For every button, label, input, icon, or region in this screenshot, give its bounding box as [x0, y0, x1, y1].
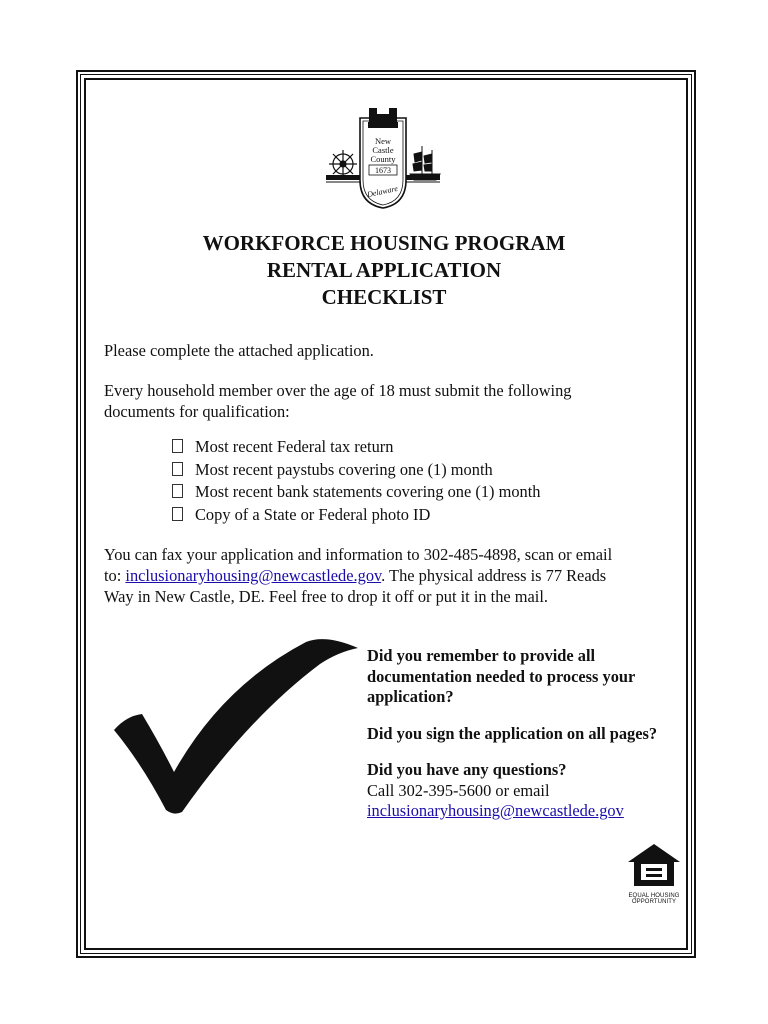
checkmark-icon — [112, 634, 358, 818]
seal-text-county: County — [370, 154, 396, 164]
seal-banner-text: Delaware — [366, 183, 399, 200]
question-1-line-2: documentation needed to process your — [367, 666, 636, 686]
title-line-2: RENTAL APPLICATION — [266, 258, 502, 282]
question-1-line-3: application? — [367, 687, 454, 706]
question-1-line-1: Did you remember to provide all — [367, 646, 596, 665]
question-documentation — [367, 646, 687, 708]
question-2: Did you sign the application on all pages? — [367, 724, 658, 743]
checkbox-icon — [172, 462, 183, 476]
list-item — [172, 481, 540, 504]
intro-paragraph: Please complete the attached application. — [104, 341, 374, 360]
requirement-paragraph — [104, 380, 572, 422]
document-item-text: Copy of a State or Federal photo ID — [195, 504, 431, 524]
requirement-line-2: documents for qualification: — [104, 402, 290, 421]
list-item — [172, 504, 540, 527]
county-seal-logo — [324, 108, 442, 212]
castle-icon — [368, 108, 398, 128]
document-item-text: Most recent paystubs covering one (1) month — [195, 459, 493, 479]
list-item — [172, 459, 540, 482]
submission-paragraph — [104, 544, 612, 607]
question-signature — [367, 724, 687, 745]
submission-line-2 — [104, 565, 612, 586]
equal-housing-logo — [626, 842, 682, 904]
document-item-text: Most recent Federal tax return — [195, 437, 394, 456]
submission-prefix: to: — [104, 566, 126, 585]
eho-text-line-1: EQUAL HOUSING — [628, 893, 680, 899]
contact-line: Call 302-395-5600 or email — [367, 780, 550, 800]
submission-suffix: . The physical address is 77 Reads — [381, 566, 607, 585]
ship-wheel-icon — [329, 150, 357, 178]
seal-text-year: 1673 — [375, 166, 391, 175]
list-item — [172, 436, 540, 459]
title-line-3: CHECKLIST — [321, 285, 447, 309]
document-title — [84, 230, 684, 311]
checkbox-icon — [172, 439, 183, 453]
tall-ship-icon — [410, 146, 440, 180]
seal-text-castle: Castle — [372, 145, 394, 155]
requirement-line-1: Every household member over the age of 18 must submit the following — [104, 381, 572, 400]
checkbox-icon — [172, 507, 183, 521]
question-contact — [367, 760, 687, 822]
checkbox-icon — [172, 484, 183, 498]
title-line-1: WORKFORCE HOUSING PROGRAM — [202, 231, 566, 255]
house-icon — [626, 842, 682, 888]
contact-email-link[interactable]: inclusionaryhousing@newcastlede.gov — [367, 801, 624, 820]
submission-line-1: You can fax your application and information to 302-485-4898, scan or email — [104, 545, 613, 564]
document-item-text: Most recent bank statements covering one (1) month — [195, 482, 541, 501]
submission-email-link[interactable]: inclusionaryhousing@newcastlede.gov — [125, 566, 382, 585]
submission-line-3: Way in New Castle, DE. Feel free to drop it off or put it in the mail. — [104, 587, 549, 606]
question-3: Did you have any questions? — [367, 760, 567, 779]
seal-text-new: New — [374, 136, 392, 146]
documents-checklist — [172, 436, 540, 526]
eho-text-line-2: OPPORTUNITY — [631, 899, 677, 905]
